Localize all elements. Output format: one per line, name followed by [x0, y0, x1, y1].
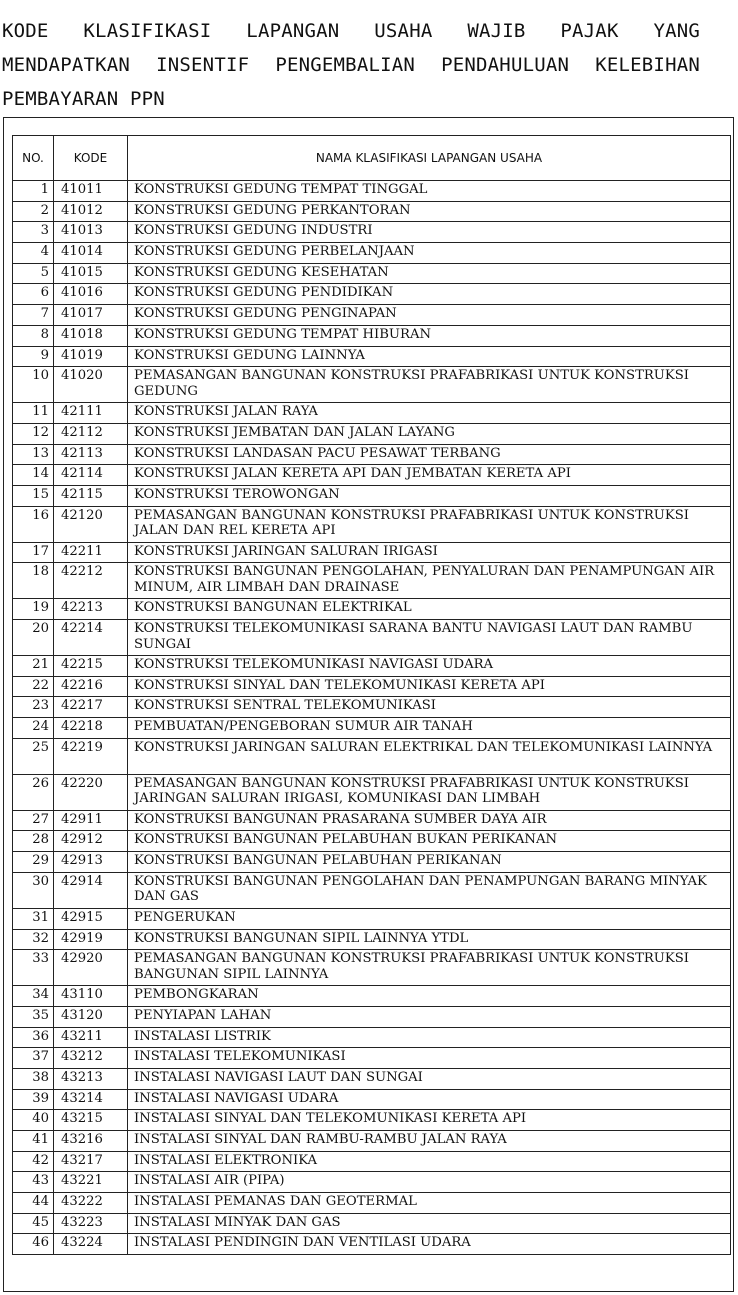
cell-no: 3 [13, 222, 54, 243]
table-row [13, 620, 731, 656]
table-row [13, 1172, 731, 1193]
cell-nama: KONSTRUKSI GEDUNG KESEHATAN [128, 263, 731, 284]
cell-nama: KONSTRUKSI BANGUNAN ELEKTRIKAL [128, 599, 731, 620]
cell-kode: 41015 [54, 263, 128, 284]
cell-no: 46 [13, 1234, 54, 1255]
cell-kode: 42911 [54, 810, 128, 831]
cell-kode: 41017 [54, 305, 128, 326]
cell-nama: INSTALASI LISTRIK [128, 1027, 731, 1048]
cell-nama: KONSTRUKSI BANGUNAN PENGOLAHAN, PENYALURAN DAN PENAMPUNGAN AIR MINUM, AIR LIMBAH DAN DRAINASE [128, 563, 731, 599]
cell-no: 18 [13, 563, 54, 599]
header-no: NO. [13, 136, 54, 181]
table-row [13, 1027, 731, 1048]
cell-no: 39 [13, 1089, 54, 1110]
cell-kode: 41020 [54, 367, 128, 403]
cell-nama: INSTALASI AIR (PIPA) [128, 1172, 731, 1193]
cell-kode: 42211 [54, 542, 128, 563]
cell-nama: INSTALASI MINYAK DAN GAS [128, 1213, 731, 1234]
cell-no: 45 [13, 1213, 54, 1234]
cell-no: 42 [13, 1151, 54, 1172]
cell-no: 40 [13, 1110, 54, 1131]
cell-kode: 42111 [54, 403, 128, 424]
table-row [13, 284, 731, 305]
cell-no: 37 [13, 1048, 54, 1069]
table-row [13, 852, 731, 873]
cell-no: 22 [13, 676, 54, 697]
cell-no: 28 [13, 831, 54, 852]
cell-no: 41 [13, 1131, 54, 1152]
cell-nama: INSTALASI PENDINGIN DAN VENTILASI UDARA [128, 1234, 731, 1255]
cell-kode: 43120 [54, 1006, 128, 1027]
table-row [13, 1131, 731, 1152]
cell-kode: 41018 [54, 325, 128, 346]
table-row [13, 1213, 731, 1234]
cell-kode: 42115 [54, 485, 128, 506]
table-row [13, 872, 731, 908]
table-row [13, 305, 731, 326]
cell-nama: KONSTRUKSI JEMBATAN DAN JALAN LAYANG [128, 423, 731, 444]
cell-kode: 42217 [54, 697, 128, 718]
cell-no: 26 [13, 774, 54, 810]
cell-nama: PENGERUKAN [128, 908, 731, 929]
cell-kode: 43224 [54, 1234, 128, 1255]
cell-nama: KONSTRUKSI JALAN RAYA [128, 403, 731, 424]
cell-kode: 41012 [54, 201, 128, 222]
cell-no: 44 [13, 1193, 54, 1214]
cell-kode: 43216 [54, 1131, 128, 1152]
cell-kode: 43211 [54, 1027, 128, 1048]
table-row [13, 1151, 731, 1172]
cell-no: 21 [13, 656, 54, 677]
cell-no: 7 [13, 305, 54, 326]
cell-kode: 42216 [54, 676, 128, 697]
cell-nama: KONSTRUKSI GEDUNG INDUSTRI [128, 222, 731, 243]
table-row [13, 201, 731, 222]
table-row [13, 1193, 731, 1214]
page-title: KODE KLASIFIKASI LAPANGAN USAHA WAJIB PAJAK YANG MENDAPATKAN INSENTIF PENGEMBALIAN PENDAHULUAN KELEBIHAN PEMBAYARAN PPN [2, 20, 700, 110]
cell-nama: KONSTRUKSI BANGUNAN SIPIL LAINNYA YTDL [128, 929, 731, 950]
table-row [13, 465, 731, 486]
cell-no: 15 [13, 485, 54, 506]
table-row [13, 676, 731, 697]
cell-nama: KONSTRUKSI SENTRAL TELEKOMUNIKASI [128, 697, 731, 718]
table-row [13, 181, 731, 202]
cell-no: 16 [13, 506, 54, 542]
cell-nama: INSTALASI NAVIGASI LAUT DAN SUNGAI [128, 1068, 731, 1089]
cell-no: 19 [13, 599, 54, 620]
cell-no: 35 [13, 1006, 54, 1027]
cell-no: 33 [13, 950, 54, 986]
cell-kode: 41011 [54, 181, 128, 202]
cell-kode: 42214 [54, 620, 128, 656]
cell-no: 10 [13, 367, 54, 403]
table-row [13, 325, 731, 346]
cell-nama: INSTALASI NAVIGASI UDARA [128, 1089, 731, 1110]
cell-nama: KONSTRUKSI GEDUNG PERKANTORAN [128, 201, 731, 222]
cell-no: 1 [13, 181, 54, 202]
table-row [13, 1234, 731, 1255]
cell-no: 6 [13, 284, 54, 305]
table-row [13, 718, 731, 739]
cell-no: 30 [13, 872, 54, 908]
cell-no: 38 [13, 1068, 54, 1089]
cell-kode: 43214 [54, 1089, 128, 1110]
cell-kode: 42914 [54, 872, 128, 908]
cell-kode: 42919 [54, 929, 128, 950]
cell-kode: 42219 [54, 738, 128, 774]
cell-no: 31 [13, 908, 54, 929]
cell-no: 20 [13, 620, 54, 656]
header-kode: KODE [54, 136, 128, 181]
cell-kode: 41016 [54, 284, 128, 305]
cell-kode: 42113 [54, 444, 128, 465]
table-row [13, 810, 731, 831]
table-row [13, 485, 731, 506]
cell-kode: 42220 [54, 774, 128, 810]
cell-nama: PEMBUATAN/PENGEBORAN SUMUR AIR TANAH [128, 718, 731, 739]
cell-kode: 41013 [54, 222, 128, 243]
table-row [13, 243, 731, 264]
cell-nama: KONSTRUKSI GEDUNG PENDIDIKAN [128, 284, 731, 305]
table-row [13, 542, 731, 563]
cell-kode: 43212 [54, 1048, 128, 1069]
cell-no: 43 [13, 1172, 54, 1193]
cell-nama: INSTALASI PEMANAS DAN GEOTERMAL [128, 1193, 731, 1214]
cell-kode: 42120 [54, 506, 128, 542]
cell-nama: PEMASANGAN BANGUNAN KONSTRUKSI PRAFABRIKASI UNTUK KONSTRUKSI BANGUNAN SIPIL LAINNYA [128, 950, 731, 986]
cell-nama: KONSTRUKSI TELEKOMUNIKASI NAVIGASI UDARA [128, 656, 731, 677]
table-row [13, 697, 731, 718]
cell-nama: INSTALASI TELEKOMUNIKASI [128, 1048, 731, 1069]
table-row [13, 831, 731, 852]
cell-nama: KONSTRUKSI JALAN KERETA API DAN JEMBATAN KERETA API [128, 465, 731, 486]
table-row [13, 263, 731, 284]
cell-no: 23 [13, 697, 54, 718]
cell-no: 5 [13, 263, 54, 284]
table-row [13, 908, 731, 929]
cell-no: 13 [13, 444, 54, 465]
table-row [13, 950, 731, 986]
cell-nama: KONSTRUKSI GEDUNG PERBELANJAAN [128, 243, 731, 264]
cell-kode: 42913 [54, 852, 128, 873]
cell-kode: 43213 [54, 1068, 128, 1089]
classification-table [12, 135, 731, 1255]
table-row [13, 1006, 731, 1027]
table-row [13, 1048, 731, 1069]
cell-nama: PEMBONGKARAN [128, 986, 731, 1007]
cell-nama: PENYIAPAN LAHAN [128, 1006, 731, 1027]
cell-kode: 41019 [54, 346, 128, 367]
cell-nama: PEMASANGAN BANGUNAN KONSTRUKSI PRAFABRIKASI UNTUK KONSTRUKSI GEDUNG [128, 367, 731, 403]
table-row [13, 929, 731, 950]
cell-nama: INSTALASI SINYAL DAN RAMBU-RAMBU JALAN RAYA [128, 1131, 731, 1152]
cell-nama: PEMASANGAN BANGUNAN KONSTRUKSI PRAFABRIKASI UNTUK KONSTRUKSI JALAN DAN REL KERETA API [128, 506, 731, 542]
cell-nama: INSTALASI SINYAL DAN TELEKOMUNIKASI KERETA API [128, 1110, 731, 1131]
cell-nama: KONSTRUKSI SINYAL DAN TELEKOMUNIKASI KERETA API [128, 676, 731, 697]
cell-no: 2 [13, 201, 54, 222]
cell-nama: PEMASANGAN BANGUNAN KONSTRUKSI PRAFABRIKASI UNTUK KONSTRUKSI JARINGAN SALURAN IRIGASI, KOMUNIKASI DAN LIMBAH [128, 774, 731, 810]
cell-kode: 42112 [54, 423, 128, 444]
cell-kode: 42912 [54, 831, 128, 852]
cell-nama: KONSTRUKSI GEDUNG TEMPAT HIBURAN [128, 325, 731, 346]
cell-nama: KONSTRUKSI GEDUNG PENGINAPAN [128, 305, 731, 326]
cell-nama: KONSTRUKSI BANGUNAN PELABUHAN PERIKANAN [128, 852, 731, 873]
cell-no: 4 [13, 243, 54, 264]
cell-no: 36 [13, 1027, 54, 1048]
header-nama: NAMA KLASIFIKASI LAPANGAN USAHA [128, 136, 731, 181]
cell-nama: INSTALASI ELEKTRONIKA [128, 1151, 731, 1172]
cell-no: 24 [13, 718, 54, 739]
cell-no: 34 [13, 986, 54, 1007]
cell-no: 32 [13, 929, 54, 950]
cell-kode: 42213 [54, 599, 128, 620]
table-row [13, 563, 731, 599]
cell-kode: 43217 [54, 1151, 128, 1172]
table-row [13, 367, 731, 403]
table-row [13, 1068, 731, 1089]
table-header-row [13, 136, 731, 181]
table-row [13, 403, 731, 424]
cell-kode: 42915 [54, 908, 128, 929]
table-row [13, 222, 731, 243]
table-row [13, 774, 731, 810]
table-row [13, 656, 731, 677]
table-body [13, 181, 731, 1255]
cell-kode: 43215 [54, 1110, 128, 1131]
cell-no: 11 [13, 403, 54, 424]
cell-nama: KONSTRUKSI BANGUNAN PENGOLAHAN DAN PENAMPUNGAN BARANG MINYAK DAN GAS [128, 872, 731, 908]
table-row [13, 599, 731, 620]
table-row [13, 423, 731, 444]
cell-kode: 41014 [54, 243, 128, 264]
cell-kode: 43222 [54, 1193, 128, 1214]
table-row [13, 1089, 731, 1110]
cell-nama: KONSTRUKSI LANDASAN PACU PESAWAT TERBANG [128, 444, 731, 465]
cell-nama: KONSTRUKSI TELEKOMUNIKASI SARANA BANTU NAVIGASI LAUT DAN RAMBU SUNGAI [128, 620, 731, 656]
cell-kode: 43110 [54, 986, 128, 1007]
table-row [13, 986, 731, 1007]
cell-nama: KONSTRUKSI GEDUNG TEMPAT TINGGAL [128, 181, 731, 202]
table-row [13, 444, 731, 465]
cell-nama: KONSTRUKSI BANGUNAN PELABUHAN BUKAN PERIKANAN [128, 831, 731, 852]
table-row [13, 738, 731, 774]
table-row [13, 346, 731, 367]
cell-no: 25 [13, 738, 54, 774]
cell-kode: 42215 [54, 656, 128, 677]
cell-nama: KONSTRUKSI BANGUNAN PRASARANA SUMBER DAYA AIR [128, 810, 731, 831]
table-row [13, 506, 731, 542]
cell-nama: KONSTRUKSI TEROWONGAN [128, 485, 731, 506]
cell-nama: KONSTRUKSI JARINGAN SALURAN ELEKTRIKAL DAN TELEKOMUNIKASI LAINNYA [128, 738, 731, 774]
cell-kode: 42212 [54, 563, 128, 599]
cell-kode: 42114 [54, 465, 128, 486]
cell-nama: KONSTRUKSI GEDUNG LAINNYA [128, 346, 731, 367]
cell-no: 29 [13, 852, 54, 873]
cell-no: 14 [13, 465, 54, 486]
cell-kode: 42920 [54, 950, 128, 986]
table-row [13, 1110, 731, 1131]
cell-no: 17 [13, 542, 54, 563]
cell-no: 9 [13, 346, 54, 367]
cell-kode: 42218 [54, 718, 128, 739]
cell-no: 12 [13, 423, 54, 444]
cell-no: 27 [13, 810, 54, 831]
cell-nama: KONSTRUKSI JARINGAN SALURAN IRIGASI [128, 542, 731, 563]
cell-kode: 43223 [54, 1213, 128, 1234]
cell-kode: 43221 [54, 1172, 128, 1193]
cell-no: 8 [13, 325, 54, 346]
